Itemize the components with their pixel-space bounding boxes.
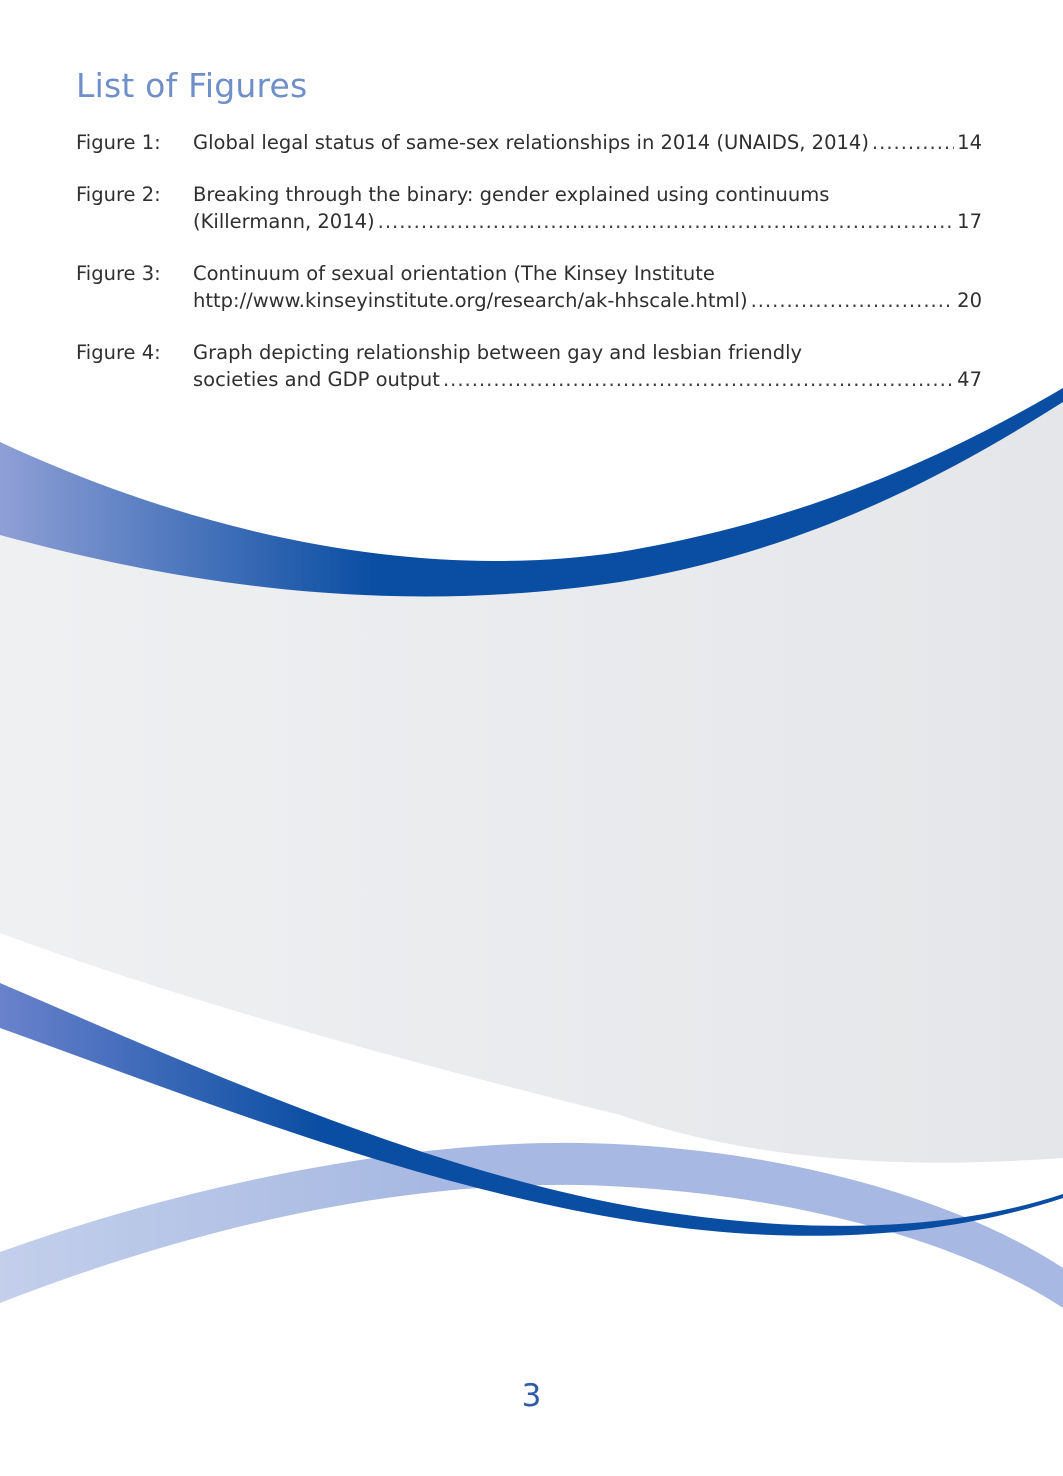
- figure-caption: [193, 181, 982, 235]
- figure-caption-text: (Killermann, 2014): [193, 210, 375, 233]
- page-title: List of Figures: [76, 66, 308, 105]
- figure-caption-line: [193, 129, 982, 156]
- figure-label: Figure 1:: [76, 131, 161, 154]
- dot-leader: [378, 208, 955, 235]
- dot-leader: [751, 287, 955, 314]
- figure-page-number: 14: [957, 131, 982, 154]
- figure-label: Figure 2:: [76, 183, 161, 206]
- figure-caption-line: [193, 208, 982, 235]
- page-number: 3: [521, 1378, 542, 1414]
- figure-page-number: 20: [957, 289, 982, 312]
- figure-caption-line: [193, 287, 982, 314]
- figure-caption-text: http://www.kinseyinstitute.org/research/ak-hhscale.html): [193, 289, 748, 312]
- dot-leader: [872, 129, 954, 156]
- figure-caption-text: societies and GDP output: [193, 368, 440, 391]
- figure-caption: [193, 129, 982, 156]
- figure-label: Figure 3:: [76, 262, 161, 285]
- figure-caption-line: [193, 366, 982, 393]
- dot-leader: [443, 366, 954, 393]
- figure-caption: [193, 339, 982, 393]
- figure-caption-text: Continuum of sexual orientation (The Kinsey Institute: [193, 262, 715, 285]
- figure-list: [76, 129, 982, 418]
- figure-label: Figure 4:: [76, 341, 161, 364]
- figure-entry-3[interactable]: [76, 260, 982, 314]
- figure-caption-text: Global legal status of same-sex relationships in 2014 (UNAIDS, 2014): [193, 131, 869, 154]
- figure-page-number: 47: [957, 368, 982, 391]
- figure-caption-text: Graph depicting relationship between gay and lesbian friendly: [193, 341, 803, 364]
- figure-entry-4[interactable]: [76, 339, 982, 393]
- figure-caption: [193, 260, 982, 314]
- figure-caption-text: Breaking through the binary: gender explained using continuums: [193, 183, 830, 206]
- figure-entry-2[interactable]: [76, 181, 982, 235]
- figure-entry-1[interactable]: [76, 129, 982, 156]
- figure-page-number: 17: [957, 210, 982, 233]
